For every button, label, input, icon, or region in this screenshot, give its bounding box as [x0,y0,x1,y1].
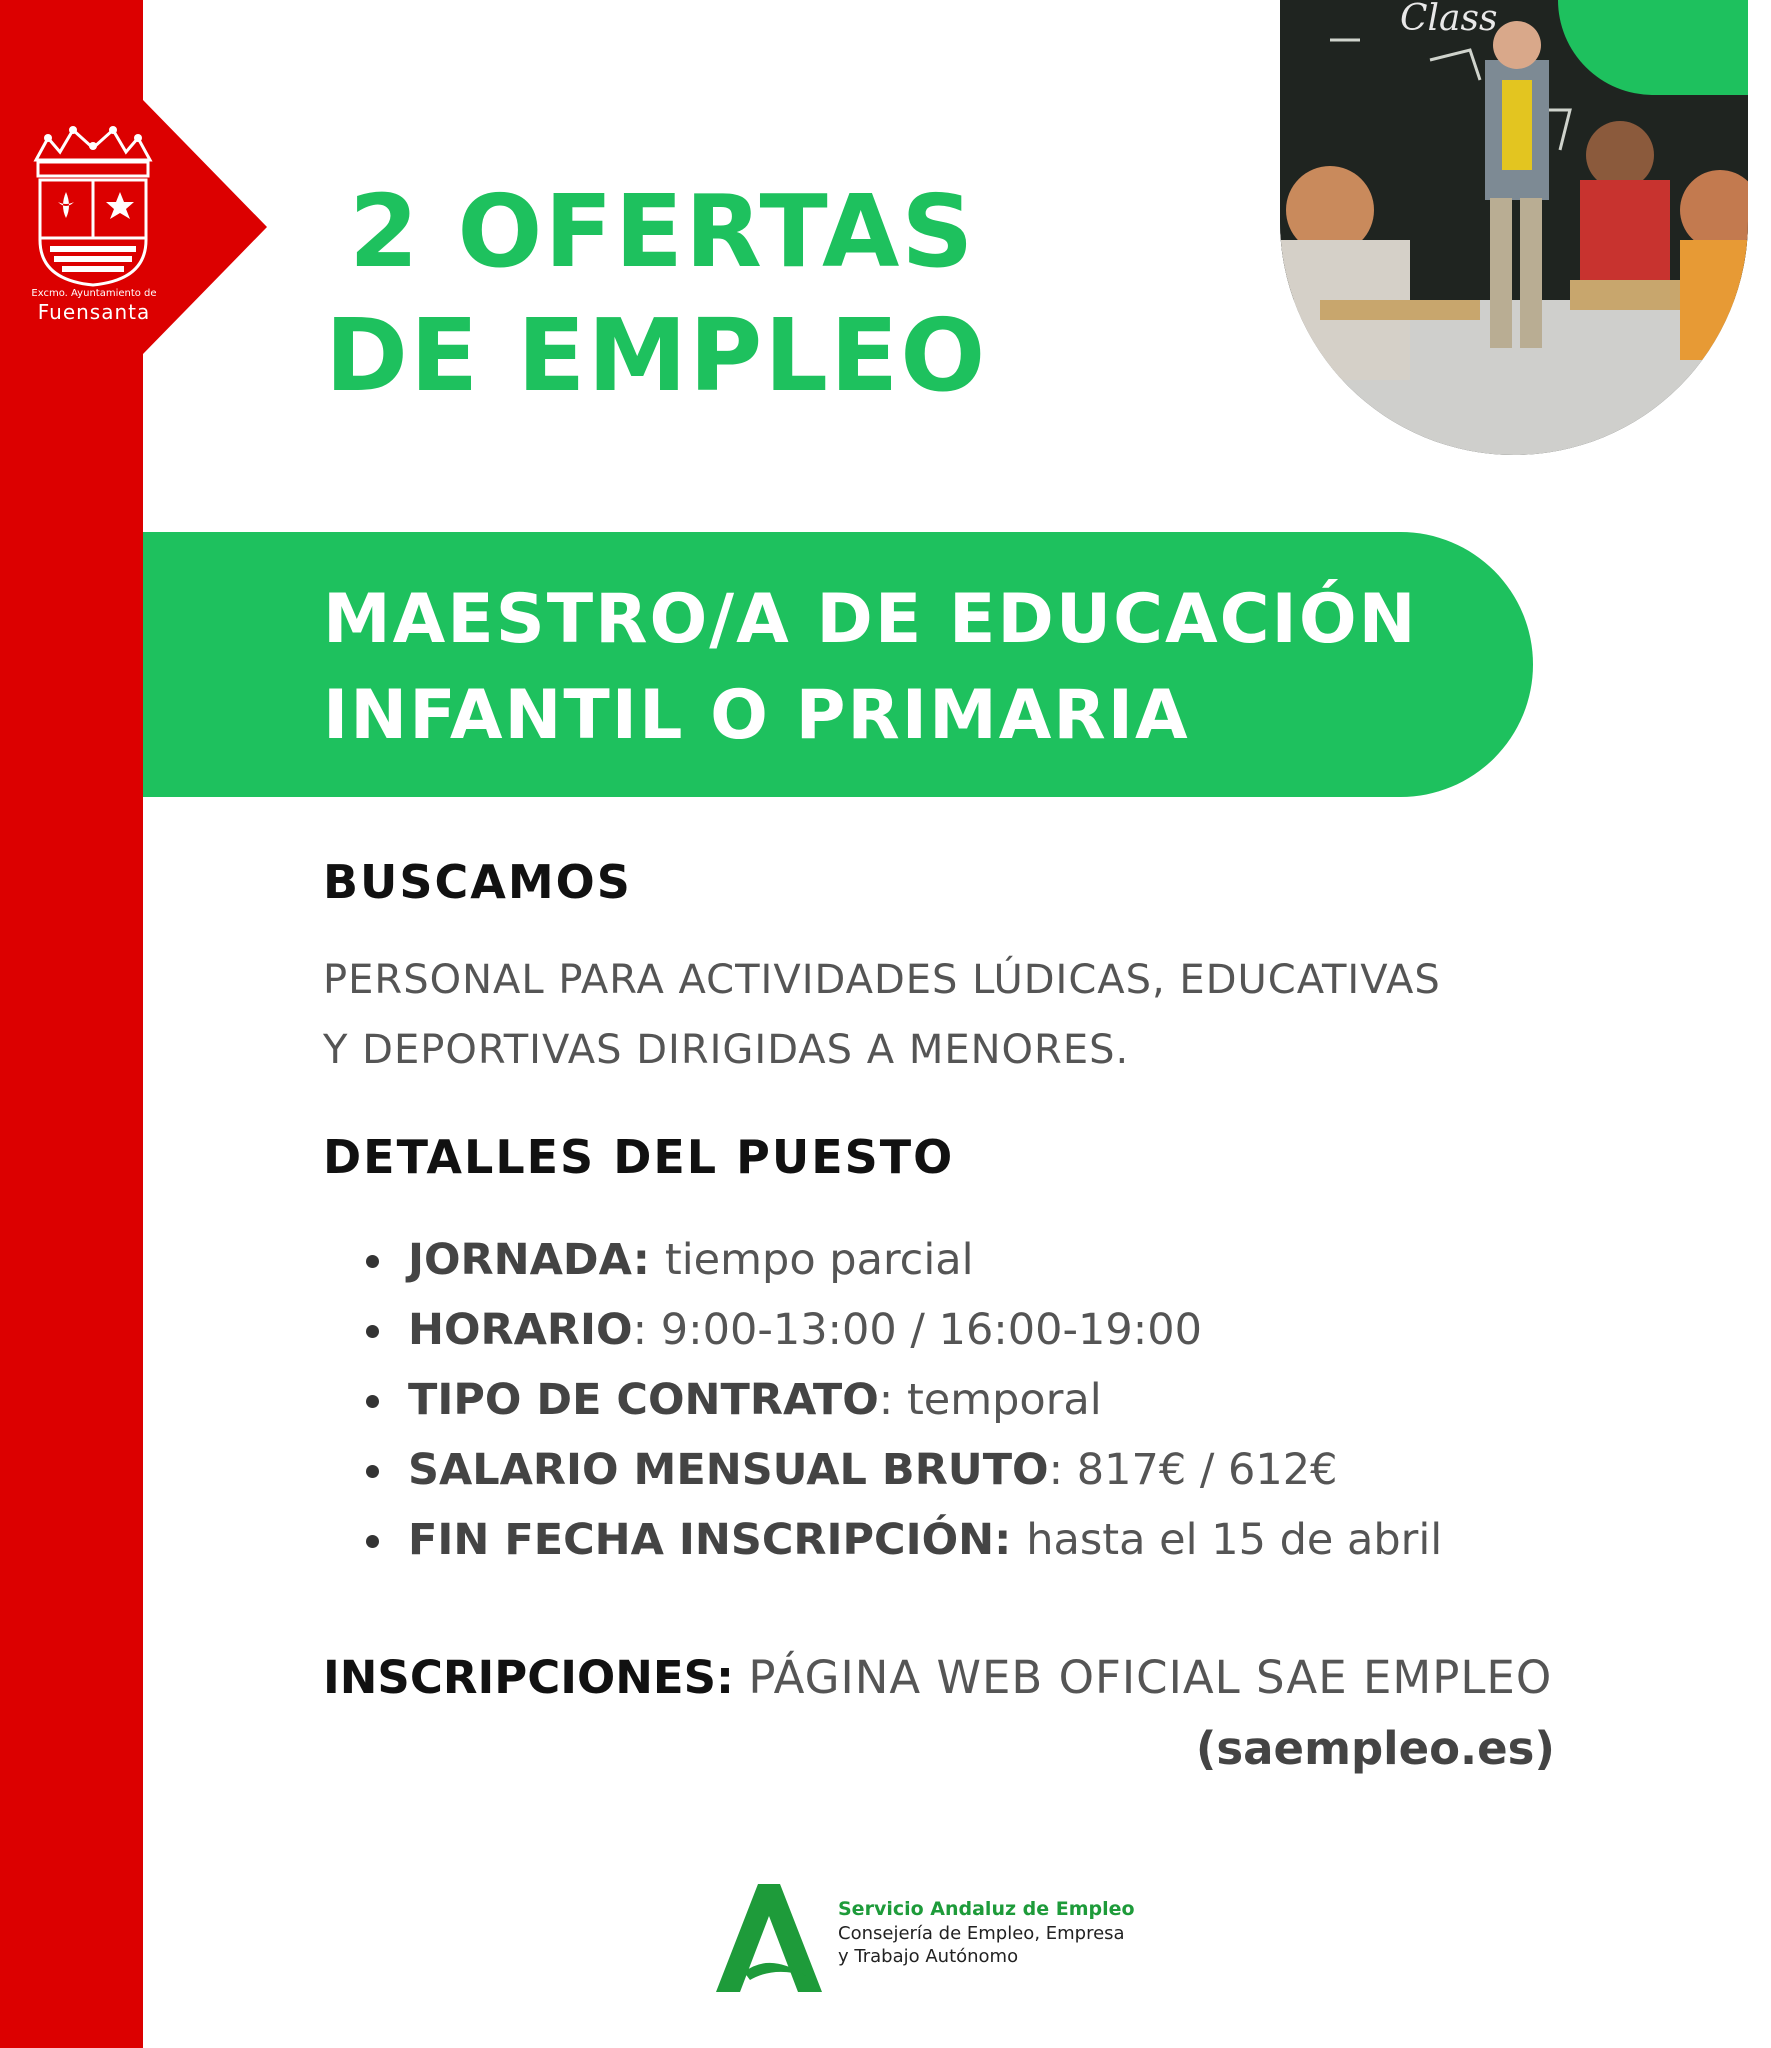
inscripciones-value: PÁGINA WEB OFICIAL SAE EMPLEO [748,1651,1553,1704]
detail-item-salario [360,1435,1442,1505]
detail-sep: : [1048,1445,1077,1495]
classroom-photo [1280,0,1748,455]
detail-key: FIN FECHA INSCRIPCIÓN [408,1515,995,1565]
detail-key: JORNADA [408,1235,633,1285]
detail-item-jornada [360,1225,1442,1295]
sae-dept-line-1: Consejería de Empleo, Empresa [838,1923,1125,1944]
municipality-name: Fuensanta [37,300,151,324]
detail-value: 817€ / 612€ [1076,1445,1338,1495]
buscamos-line-2: Y DEPORTIVAS DIRIGIDAS A MENORES. [323,1027,1130,1073]
buscamos-description [323,945,1653,1085]
inscripciones-label: INSCRIPCIONES: [323,1651,735,1704]
inscripciones-url[interactable]: (saempleo.es) [1195,1722,1555,1775]
buscamos-line-1: PERSONAL PARA ACTIVIDADES LÚDICAS, EDUCATIVAS [323,957,1441,1003]
headline-line-2: DE EMPLEO [325,297,988,414]
inscripciones-line [323,1642,1552,1714]
detail-value: hasta el 15 de abril [1026,1515,1443,1565]
job-title [323,572,1418,764]
job-title-banner [143,532,1533,797]
detail-item-fin-fecha [360,1505,1442,1575]
chalkboard-text: Class [1400,0,1498,39]
detail-key: HORARIO [408,1305,633,1355]
details-heading: DETALLES DEL PUESTO [323,1130,955,1184]
buscamos-heading: BUSCAMOS [323,855,632,909]
junta-andalucia-a-logo-icon [710,1880,828,1995]
detail-value: tiempo parcial [664,1235,974,1285]
details-list [360,1225,1442,1575]
headline [325,170,1025,418]
detail-sep: : [994,1515,1027,1565]
job-title-line-1: MAESTRO/A DE EDUCACIÓN [323,580,1418,659]
detail-key: TIPO DE CONTRATO [408,1375,879,1425]
municipality-caption [26,288,162,324]
detail-key: SALARIO MENSUAL BRUTO [408,1445,1049,1495]
detail-value: 9:00-13:00 / 16:00-19:00 [660,1305,1202,1355]
municipality-caption-small: Excmo. Ayuntamiento de [31,288,157,299]
detail-sep: : [632,1235,665,1285]
detail-item-horario [360,1295,1442,1365]
detail-sep: : [632,1305,661,1355]
detail-value: temporal [906,1375,1102,1425]
sae-dept-line-2: y Trabajo Autónomo [838,1946,1019,1967]
headline-line-1: 2 OFERTAS [349,173,976,290]
sae-name: Servicio Andaluz de Empleo [838,1898,1135,1920]
detail-sep: : [878,1375,907,1425]
detail-item-contrato [360,1365,1442,1435]
job-title-line-2: INFANTIL O PRIMARIA [323,676,1190,755]
sae-text-block [838,1896,1135,1968]
